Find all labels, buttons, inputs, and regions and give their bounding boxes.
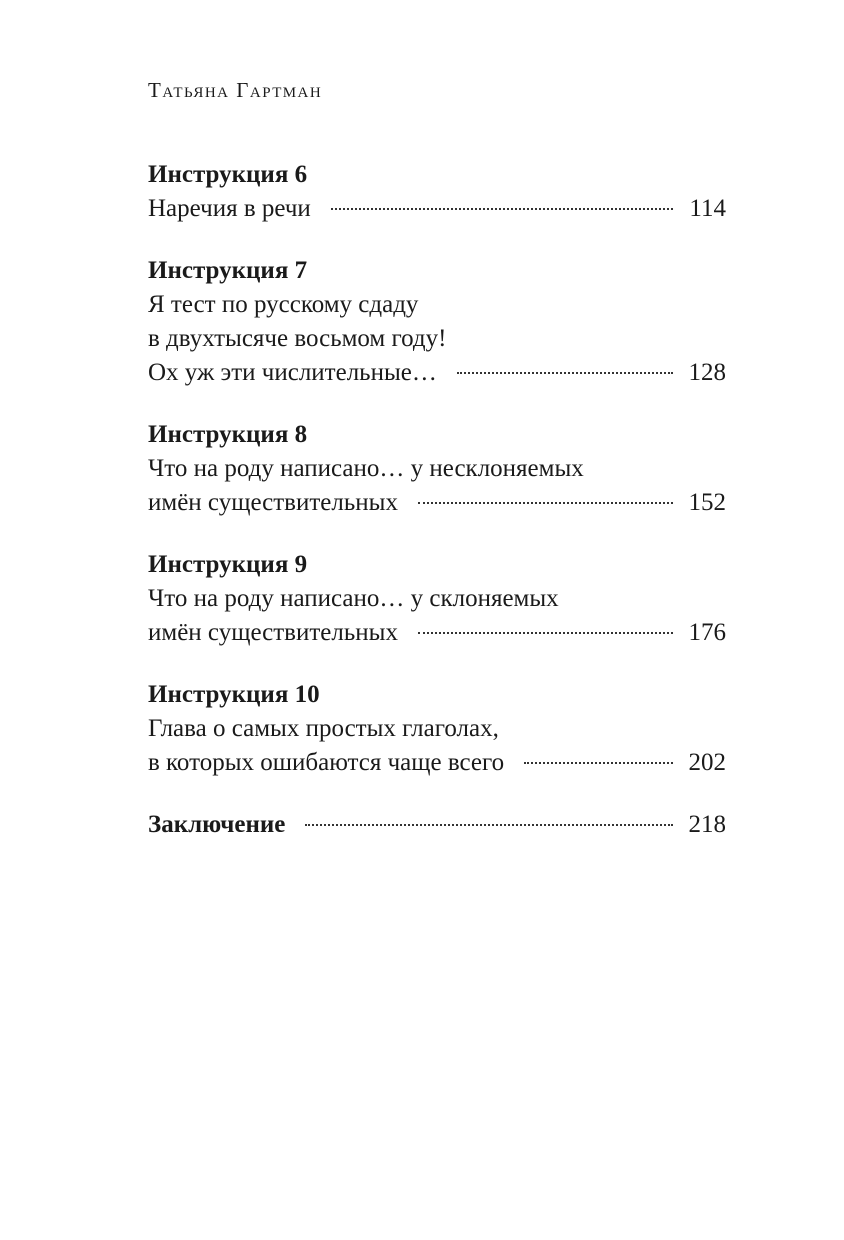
toc-entry-title: имён существительных: [148, 489, 398, 516]
toc-entry-title-line: [148, 356, 726, 390]
toc-conclusion-label: Заключение: [148, 811, 286, 838]
toc-entry-title-line: [148, 746, 726, 780]
dot-leader: [418, 502, 673, 504]
toc-entry-heading: Инструкция 10: [148, 681, 320, 708]
toc-entry-title: имён существительных: [148, 619, 398, 646]
toc-entry-title-line: Я тест по русскому сдаду: [148, 291, 419, 318]
book-page: [148, 0, 726, 1240]
toc-page-number: 114: [689, 195, 726, 222]
toc-entry-title-line: [148, 486, 726, 520]
toc-entry-heading: Инструкция 9: [148, 551, 308, 578]
toc-entry-title-line: [148, 616, 726, 650]
toc-page-number: 218: [688, 811, 726, 838]
toc-entry-instruction-7: [148, 254, 726, 390]
dot-leader: [418, 632, 673, 634]
toc-entry-instruction-8: [148, 418, 726, 520]
toc-entry-heading: Инструкция 7: [148, 257, 308, 284]
toc-entry-instruction-10: [148, 678, 726, 780]
toc-page-number: 152: [688, 489, 726, 516]
dot-leader: [457, 372, 673, 374]
toc-entry-title: в которых ошибаются чаще всего: [148, 749, 505, 776]
toc-entry-title-line: Что на роду написано… у несклоняемых: [148, 455, 584, 482]
toc-entry-title-line: [148, 192, 726, 226]
dot-leader: [331, 208, 674, 210]
toc-entry-title-line: Что на роду написано… у склоняемых: [148, 585, 559, 612]
toc-entry-title-line: Глава о самых простых глаголах,: [148, 715, 499, 742]
toc-page-number: 176: [688, 619, 726, 646]
toc-entry-instruction-9: [148, 548, 726, 650]
toc-entry-title-line: [148, 808, 726, 842]
table-of-contents: [148, 158, 726, 870]
toc-entry-title: Ох уж эти числительные…: [148, 359, 437, 386]
toc-entry-instruction-6: [148, 158, 726, 226]
toc-page-number: 202: [688, 749, 726, 776]
dot-leader: [524, 762, 672, 764]
toc-entry-title-line: в двухтысяче восьмом году!: [148, 325, 447, 352]
dot-leader: [305, 824, 672, 826]
toc-entry-heading: Инструкция 8: [148, 421, 308, 448]
toc-entry-title: Наречия в речи: [148, 195, 311, 222]
toc-page-number: 128: [688, 359, 726, 386]
toc-entry-conclusion: [148, 808, 726, 842]
toc-entry-heading: Инструкция 6: [148, 161, 308, 188]
running-head-author: Татьяна Гартман: [148, 78, 323, 102]
